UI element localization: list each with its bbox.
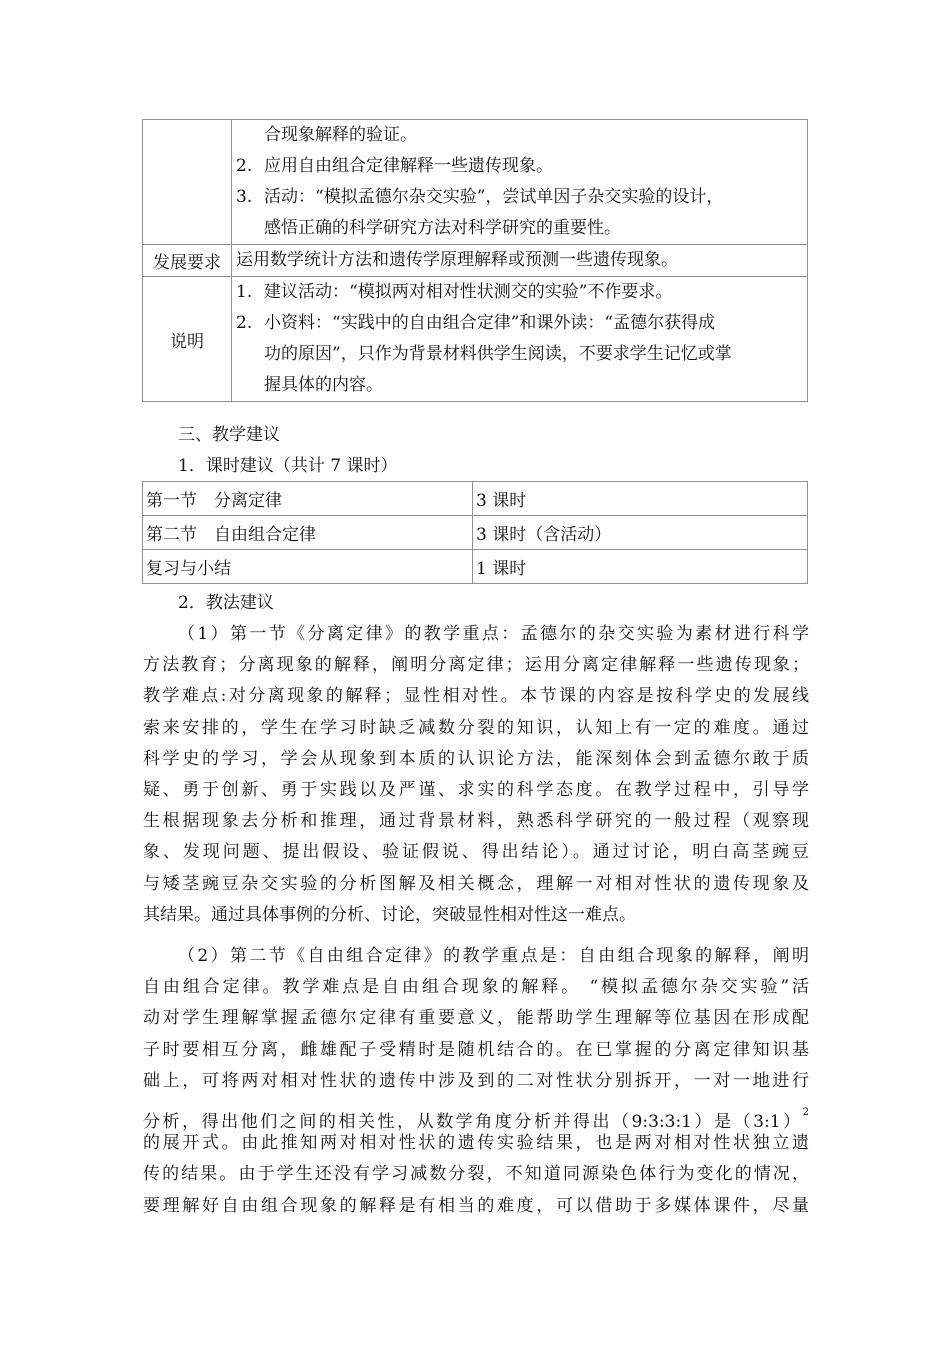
schedule-row (143, 482, 808, 516)
paragraph-line: 象、发现问题、提出假设、验证假说、得出结论）。通过讨论，明白高茎豌豆 (143, 842, 809, 863)
section-heading: 三、教学建议 (178, 425, 280, 445)
paragraph-line: 教学难点:对分离现象的解释；显性相对性。本节课的内容是按科学史的发展线 (143, 686, 809, 707)
requirement-item-3 (236, 182, 807, 213)
note-item-2-continued: 功的原因”，只作为背景材料供学生阅读，不要求学生记忆或掌 (264, 344, 732, 364)
notes-row (143, 277, 808, 402)
item-text: 应用自由组合定律解释一些遗传现象。 (264, 156, 553, 176)
development-row (143, 245, 808, 277)
continued-row-content (232, 120, 808, 245)
schedule-section: 第一节 分离定律 (143, 482, 473, 516)
continued-line: 合现象解释的验证。 (264, 125, 417, 145)
paragraph-line: 动对学生理解掌握孟德尔定律有重要意义，能帮助学生理解等位基因在形成配 (143, 1008, 809, 1029)
item-text: 建议活动：“模拟两对相对性状测交的实验”不作要求。 (264, 282, 673, 302)
item-number: 1. (236, 282, 253, 302)
paragraph-line: 索来安排的，学生在学习时缺乏减数分裂的知识，认知上有一定的难度。通过 (143, 717, 809, 738)
paragraph-line: 方法教育；分离现象的解释，阐明分离定律；运用分离定律解释一些遗传现象； (143, 655, 809, 676)
ratio-line-text: 分析，得出他们之间的相关性，从数学角度分析并得出（9:3:3:1）是（3:1） (143, 1111, 803, 1132)
method-heading: 2．教法建议 (178, 593, 274, 613)
continued-row-label (143, 120, 232, 245)
paragraph-line: 自由组合定律。教学难点是自由组合现象的解释。 “模拟孟德尔杂交实验”活 (143, 977, 809, 998)
paragraph-line: 科学史的学习，学会从现象到本质的认识论方法，能深刻体会到孟德尔敢于质 (143, 748, 809, 769)
schedule-section: 复习与小结 (143, 550, 473, 584)
paragraph-1 (143, 619, 809, 931)
schedule-row (143, 516, 808, 550)
note-item-2 (236, 308, 807, 339)
schedule-table (142, 481, 808, 584)
notes-label: 说明 (143, 277, 232, 402)
schedule-heading: 1．课时建议（共计 7 课时） (178, 456, 398, 476)
paragraph-line: （2）第二节《自由组合定律》的教学重点是：自由组合现象的解释，阐明 (178, 946, 809, 966)
notes-content (232, 277, 808, 402)
requirement-item-3-continued: 感悟正确的科学研究方法对科学研究的重要性。 (264, 218, 621, 238)
schedule-section: 第二节 自由组合定律 (143, 516, 473, 550)
paragraph-line: 子时要相互分离，雌雄配子受精时是随机结合的。在已掌握的分离定律知识基 (143, 1039, 809, 1060)
schedule-row (143, 550, 808, 584)
ratio-line (143, 1097, 809, 1132)
paragraph-line: 其结果。通过具体事例的分析、讨论，突破显性相对性这一难点。 (143, 904, 636, 925)
note-item-2-continued: 握具体的内容。 (264, 375, 383, 395)
paragraph-line: 传的结果。由于学生还没有学习减数分裂，不知道同源染色体行为变化的情况， (143, 1164, 809, 1185)
item-number: 2. (236, 156, 253, 176)
paragraph-line: 础上，可将两对相对性状的遗传中涉及到的二对性状分别拆开，一对一地进行 (143, 1070, 809, 1091)
paragraph-2 (143, 941, 809, 1222)
paragraph-line: 与矮茎豌豆杂交实验的分析图解及相关概念，理解一对相对性状的遗传现象及 (143, 873, 809, 894)
note-item-1 (236, 277, 807, 308)
paragraph-line: 要理解好自由组合现象的解释是有相当的难度，可以借助于多媒体课件，尽量 (143, 1195, 809, 1216)
paragraph-line: 疑、勇于创新、勇于实践以及严谨、求实的科学态度。在教学过程中，引导学 (143, 779, 809, 800)
development-text: 运用数学统计方法和遗传学原理解释或预测一些遗传现象。 (236, 250, 678, 270)
development-content (232, 245, 808, 277)
item-text: 小资料：“实践中的自由组合定律”和课外读：“孟德尔获得成 (264, 313, 716, 333)
requirement-item-2 (236, 151, 807, 182)
item-number: 3. (236, 187, 253, 207)
paragraph-line: 的展开式。由此推知两对相对性状的遗传实验结果，也是两对相对性状独立遗 (143, 1133, 809, 1154)
schedule-hours: 3 课时（含活动） (473, 516, 808, 550)
continued-row (143, 120, 808, 245)
requirements-table (142, 119, 808, 402)
schedule-hours: 3 课时 (473, 482, 808, 516)
ratio-exponent: 2 (802, 1106, 809, 1118)
schedule-hours: 1 课时 (473, 550, 808, 584)
development-label: 发展要求 (143, 245, 232, 277)
item-number: 2. (236, 313, 253, 333)
paragraph-line: 生根据现象去分析和推理，通过背景材料，熟悉科学研究的一般过程（观察现 (143, 811, 809, 832)
item-text: 活动：“模拟孟德尔杂交实验”，尝试单因子杂交实验的设计， (264, 187, 724, 207)
paragraph-line: （1）第一节《分离定律》的教学重点：孟德尔的杂交实验为素材进行科学 (178, 624, 809, 644)
